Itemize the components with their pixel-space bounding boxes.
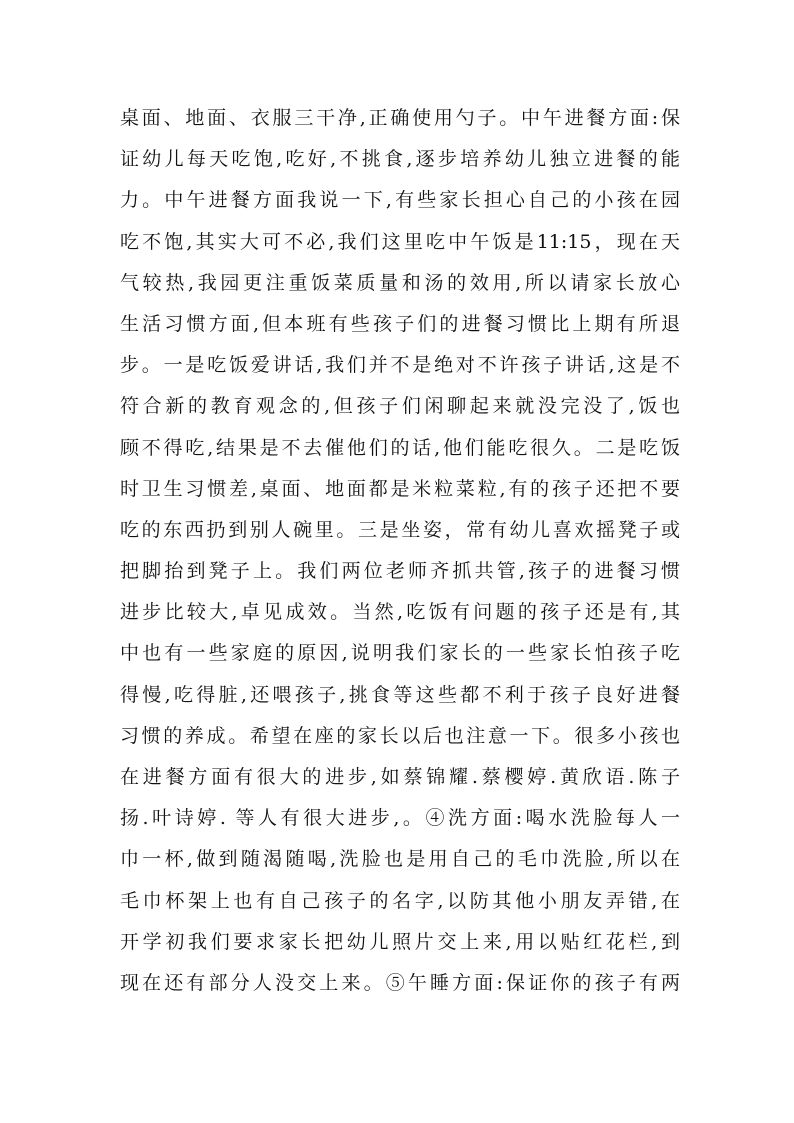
text-line-17: 在进餐方面有很大的进步,如蔡锦耀.蔡樱婷.黄欣语.陈子 <box>120 766 680 788</box>
text-line-15: 得慢,吃得脏,还喂孩子,挑食等这些都不利于孩子良好进餐 <box>120 683 680 706</box>
text-line-7: 步。一是吃饭爱讲话,我们并不是绝对不许孩子讲话,这是不 <box>120 354 680 377</box>
text-line-8: 符合新的教育观念的,但孩子们闲聊起来就没完没了,饭也 <box>120 395 680 418</box>
text-line-11: 吃的东西扔到别人碗里。三是坐姿，常有幼儿喜欢摇凳子或 <box>120 518 680 541</box>
text-line-18: 扬.叶诗婷. 等人有很大进步,。④洗方面:喝水洗脸每人一 <box>120 807 680 830</box>
text-line-6: 生活习惯方面,但本班有些孩子们的进餐习惯比上期有所退 <box>120 312 680 335</box>
text-line-4: 吃不饱,其实大可不必,我们这里吃中午饭是11:15，现在天 <box>120 230 680 253</box>
text-line-2: 证幼儿每天吃饱,吃好,不挑食,逐步培养幼儿独立进餐的能 <box>120 148 680 171</box>
text-line-21: 开学初我们要求家长把幼儿照片交上来,用以贴红花栏,到 <box>120 930 680 953</box>
text-line-22: 现在还有部分人没交上来。⑤午睡方面:保证你的孩子有两 <box>120 971 680 994</box>
text-line-3: 力。中午进餐方面我说一下,有些家长担心自己的小孩在园 <box>120 189 680 212</box>
text-line-14: 中也有一些家庭的原因,说明我们家长的一些家长怕孩子吃 <box>120 642 680 665</box>
text-line-13: 进步比较大,卓见成效。当然,吃饭有问题的孩子还是有,其 <box>120 601 680 624</box>
text-line-10: 时卫生习惯差,桌面、地面都是米粒菜粒,有的孩子还把不要 <box>120 477 680 500</box>
body-text <box>120 98 680 1004</box>
text-line-16: 习惯的养成。希望在座的家长以后也注意一下。很多小孩也 <box>120 724 680 747</box>
text-line-20: 毛巾杯架上也有自己孩子的名字,以防其他小朋友弄错,在 <box>120 889 680 912</box>
text-line-5: 气较热,我园更注重饭菜质量和汤的效用,所以请家长放心 <box>120 271 680 294</box>
text-line-19: 巾一杯,做到随渴随喝,洗脸也是用自己的毛巾洗脸,所以在 <box>120 848 680 871</box>
text-line-1: 桌面、地面、衣服三干净,正确使用勺子。中午进餐方面:保 <box>120 107 680 129</box>
text-line-9: 顾不得吃,结果是不去催他们的话,他们能吃很久。二是吃饭 <box>120 436 680 459</box>
text-line-12: 把脚抬到凳子上。我们两位老师齐抓共管,孩子的进餐习惯 <box>120 560 680 583</box>
